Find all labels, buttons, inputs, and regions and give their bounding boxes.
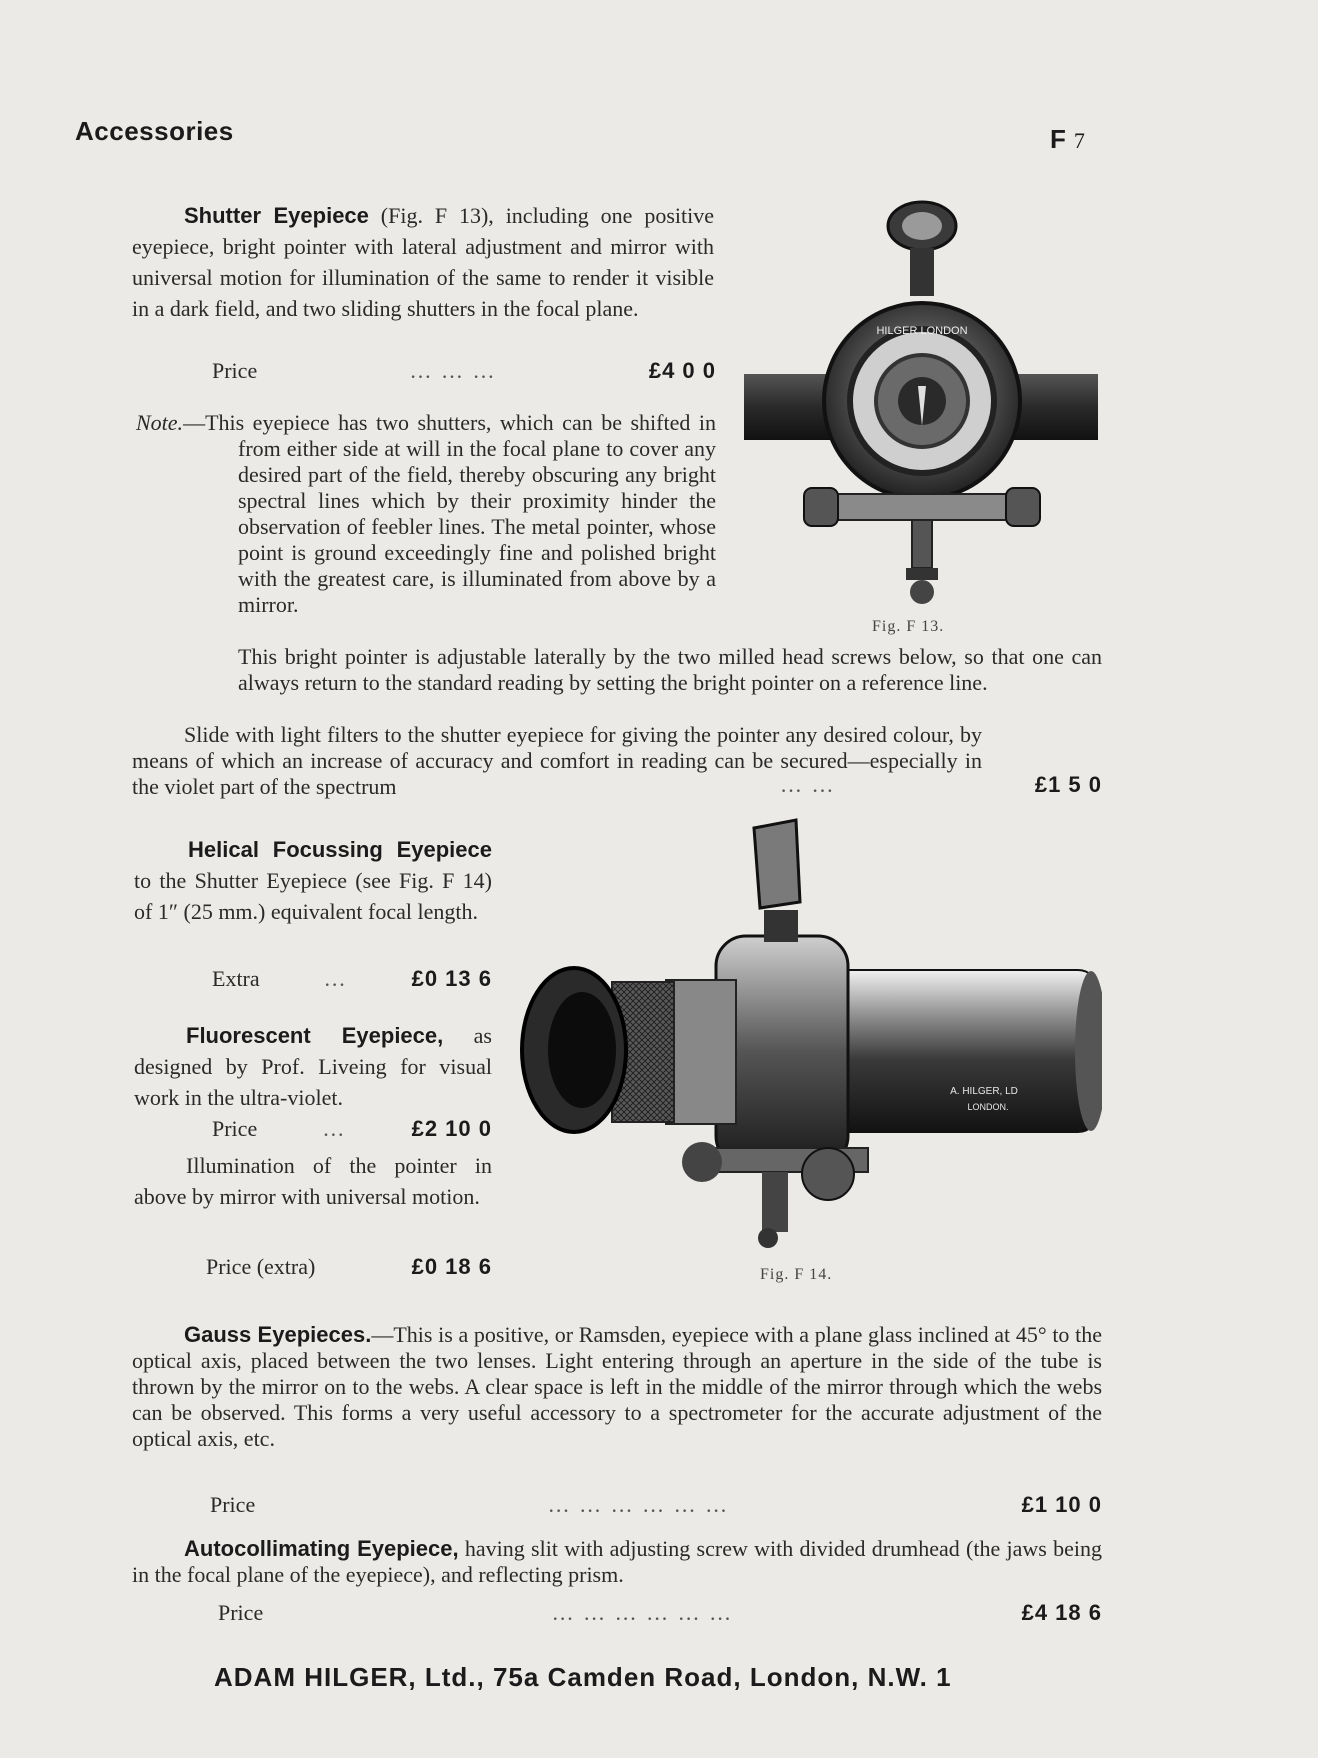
- gauss-price-dots: … … … … … …: [547, 1492, 730, 1517]
- fluorescent-price-row: [212, 1116, 492, 1142]
- page-number-value: 7: [1073, 128, 1085, 153]
- note-lead: Note.: [136, 410, 184, 435]
- helical-price: £0 13 6: [411, 966, 492, 991]
- publisher-footer: ADAM HILGER, Ltd., 75a Camden Road, London, N.W. 1: [214, 1662, 952, 1692]
- fluorescent-paragraph: [134, 1020, 492, 1113]
- gauss-title: Gauss Eyepieces.: [184, 1322, 372, 1347]
- gauss-text: —This is a positive, or Ramsden, eyepiece with a plane glass inclined at 45° to the optical axis, placed between the two lenses. Light entering through an aperture in the side of the tube is thrown by the mirror on to the webs. A clear space is left in the middle of the mirror through which the webs can be observed. This forms a very useful accessory to a spectrometer for the accurate adjustment of the optical axis, etc.: [132, 1322, 1102, 1451]
- fluorescent-price-label: Price: [212, 1116, 258, 1141]
- fluorescent-price-dots: …: [322, 1116, 347, 1141]
- illumination-text: Illumination of the pointer in above by mirror with universal motion.: [134, 1153, 492, 1209]
- illumination-price-row: [206, 1254, 492, 1280]
- illumination-paragraph: [134, 1150, 492, 1212]
- note-text: —This eyepiece has two shutters, which can be shifted in from either side at will in the focal plane to cover any desired part of the field, thereby obscuring any bright spectral lines which by their proximity hinder the observation of feebler lines. The metal pointer, whose point is ground exceedingly fine and polished bright with the greatest care, is illuminated from above by a mirror.: [183, 410, 716, 617]
- gauss-price-row: [210, 1492, 1102, 1518]
- helical-text: to the Shutter Eyepiece (see Fig. F 14) of 1″ (25 mm.) equivalent focal length.: [134, 868, 492, 924]
- helical-price-dots: …: [323, 966, 348, 991]
- note-paragraph: [136, 410, 716, 618]
- fig13-caption: Fig. F 13.: [872, 618, 945, 635]
- fig14-caption: Fig. F 14.: [760, 1266, 833, 1283]
- fig13-brand-text: HILGER LONDON: [876, 325, 968, 337]
- fluorescent-price: £2 10 0: [411, 1116, 492, 1141]
- autocoll-price-row: [218, 1600, 1102, 1626]
- section-title: Accessories: [75, 116, 234, 146]
- pointer-paragraph: [238, 644, 1102, 696]
- fluorescent-title: Fluorescent Eyepiece,: [186, 1023, 444, 1048]
- shutter-eyepiece-title: Shutter Eyepiece: [184, 203, 369, 228]
- page-letter: F: [1050, 124, 1066, 154]
- autocoll-price-label: Price: [218, 1600, 264, 1625]
- slide-text: Slide with light filters to the shutter eyepiece for giving the pointer any desired colour, by means of which an increase of accuracy and comfort in reading can be secured—especially in the violet part of the spectrum: [132, 722, 982, 799]
- helical-eyepiece-illustration: [516, 812, 1102, 1252]
- autocoll-title: Autocollimating Eyepiece,: [184, 1536, 459, 1561]
- gauss-price-label: Price: [210, 1492, 256, 1517]
- gauss-paragraph: [132, 1322, 1102, 1452]
- slide-price-row: [780, 772, 1102, 798]
- fig14-brand-line2: LONDON.: [967, 1102, 1009, 1112]
- shutter-eyepiece-illustration: [742, 196, 1100, 616]
- shutter-eyepiece-paragraph: [132, 200, 714, 324]
- shutter-price-dots: … … …: [409, 358, 497, 383]
- gauss-price: £1 10 0: [1021, 1492, 1102, 1517]
- helical-price-label: Extra: [212, 966, 260, 991]
- shutter-eyepiece-text: (Fig. F 13), including one positive eyepiece, bright pointer with lateral adjustment and mirror with universal motion for illumination of the same to render it visible in a dark field, and two sliding shutters in the focal plane.: [132, 203, 715, 321]
- page-number: [1050, 124, 1085, 155]
- helical-price-row: [212, 966, 492, 992]
- fig14-brand-line1: A. HILGER, LD: [950, 1086, 1018, 1097]
- helical-paragraph: [134, 834, 492, 927]
- shutter-price: £4 0 0: [648, 358, 716, 383]
- illumination-price-label: Price (extra): [206, 1254, 316, 1279]
- autocoll-text: having slit with adjusting screw with divided drumhead (the jaws being in the focal plane of the eyepiece), and reflecting prism.: [132, 1536, 1102, 1587]
- fluorescent-text: as designed by Prof. Liveing for visual work in the ultra-violet.: [134, 1023, 492, 1110]
- shutter-price-label: Price: [212, 358, 258, 383]
- helical-title: Helical Focussing Eyepiece: [188, 837, 492, 862]
- autocoll-price-dots: … … … … … …: [551, 1600, 734, 1625]
- pointer-text: This bright pointer is adjustable laterally by the two milled head screws below, so that one can always return to the standard reading by setting the bright pointer on a reference line.: [238, 644, 1102, 695]
- illumination-price: £0 18 6: [411, 1254, 492, 1279]
- autocoll-paragraph: [132, 1536, 1102, 1588]
- autocoll-price: £4 18 6: [1021, 1600, 1102, 1625]
- slide-price: £1 5 0: [1034, 772, 1102, 797]
- shutter-price-row: [212, 358, 716, 384]
- slide-price-dots: … …: [780, 772, 836, 797]
